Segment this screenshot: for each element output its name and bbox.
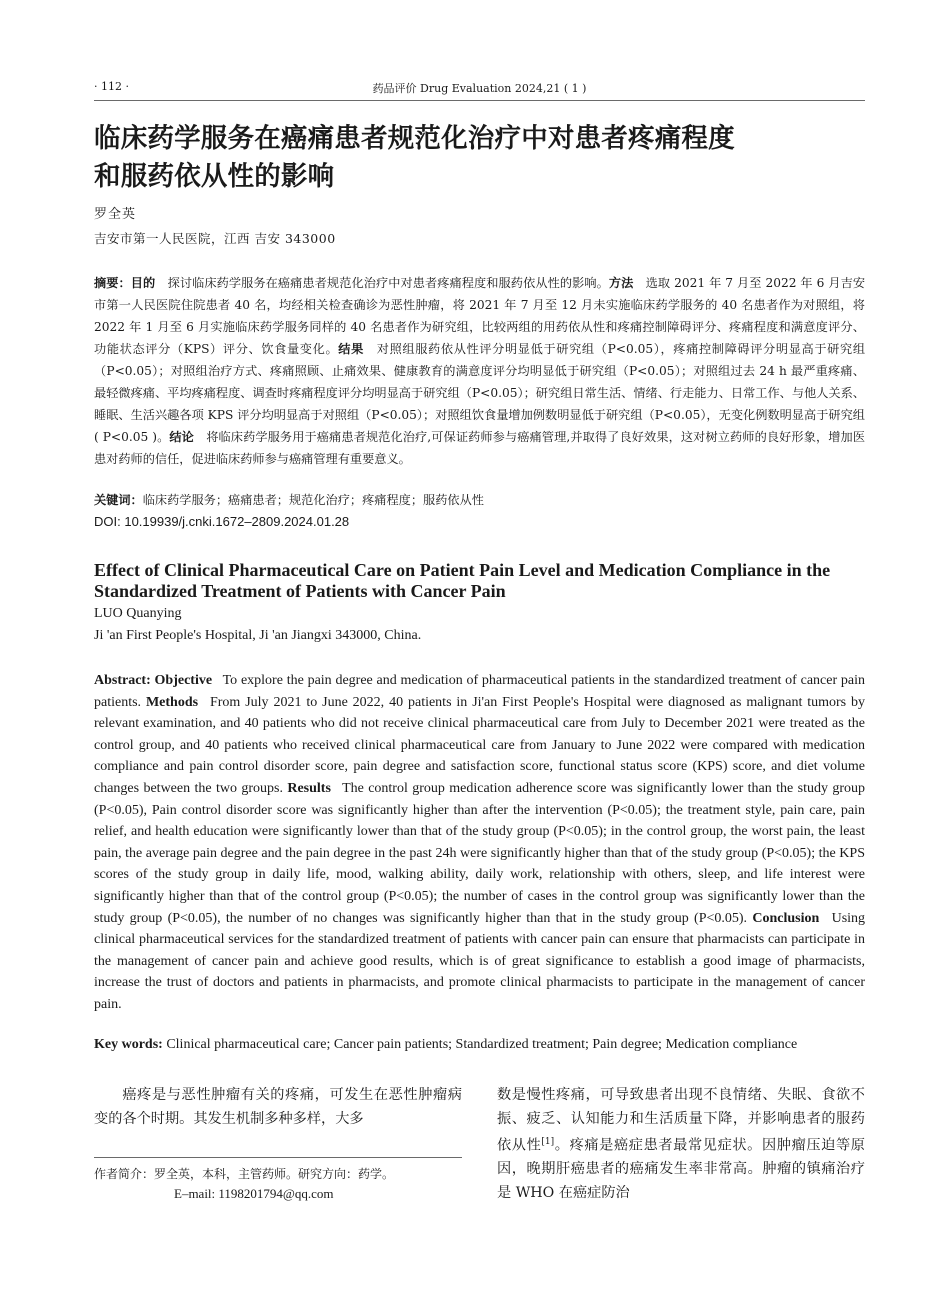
english-title: Effect of Clinical Pharmaceutical Care on Patient Pain Level and Medication Compliance in the Standardized Treatment of Patients with Cancer Pain: [94, 560, 831, 601]
chinese-affiliation: 吉安市第一人民医院，江西 吉安 343000: [94, 231, 336, 246]
english-keywords: [94, 1037, 865, 1053]
conclusion-label: 结论: [169, 430, 194, 444]
methods-text: 选取 2021 年 7 月至 2022 年 6 月吉安市第一人民医院住院患者 40 名，均经相关检查确诊为恶性肿瘤，将 2021 年 7 月至 12 月未实施临床药学服务的 40 名患者作为对照组，将 2022 年 1 月至 6 月实施临床药学服务同样的 40 名患者作为研究组，比较两组的用药依从性和疼痛控制障碍评分、疼痛程度和满意度评分、功能状态评分（KPS）评分、饮食量变化。: [94, 276, 866, 356]
keywords-text: 临床药学服务；癌痛患者；规范化治疗；疼痛程度；服药依从性: [142, 493, 484, 507]
results-text: 对照组服药依从性评分明显低于研究组（P<0.05），疼痛控制障碍评分明显高于研究组（P<0.05）；对照组治疗方式、疼痛照顾、止痛效果、健康教育的满意度评分均明显低于研究组（P<0.05）；对照组过去 24 h 最严重疼痛、最轻微疼痛、平均疼痛程度、调查时疼痛程度评分均明显高于研究组（P<0.05）；研究组日常生活、情绪、行走能力、日常工作、与他人关系、睡眠、生活兴趣各项 KPS 评分均明显高于对照组（P<0.05）；对照组饮食量增加例数明显低于研究组（P<0.05），无变化例数明显高于研究组( P<0.05 )。: [94, 342, 866, 444]
objective-text: 探讨临床药学服务在癌痛患者规范化治疗中对患者疼痛程度和服药依从性的影响。: [167, 276, 609, 290]
chinese-title: [94, 120, 865, 196]
chinese-author: 罗全英: [94, 207, 137, 222]
running-header: [94, 78, 865, 101]
journal-name: 药品评价 Drug Evaluation 2024,21 ( 1 ): [372, 82, 587, 95]
en-keywords-text: Clinical pharmaceutical care; Cancer pain patients; Standardized treatment; Pain degree; Medication compliance: [166, 1037, 798, 1052]
en-conclusion-text: Using clinical pharmaceutical services for the standardized treatment of patients with cancer pain can ensure that pharmacists can participate in the management of cancer pain and achieve good results, which is of great significance to establish a good image of pharmacists, increase the trust of doctors and patients in pharmacists, and promote clinical pharmacists to participate in the management of cancer pain.: [94, 910, 866, 1012]
en-keywords-label: Key words:: [94, 1037, 163, 1052]
body-paragraph: 癌疼是与恶性肿瘤有关的疼痛，可发生在恶性肿瘤病变的各个时期。其发生机制多种多样，大多: [94, 1087, 462, 1127]
methods-label: 方法: [608, 276, 634, 290]
conclusion-text: 将临床药学服务用于癌痛患者规范化治疗,可保证药师参与癌痛管理,并取得了良好效果，这对树立药师的良好形象，增加医患对药师的信任，促进临床药师参与癌痛管理有重要意义。: [94, 430, 866, 466]
doi: DOI: 10.19939/j.cnki.1672–2809.2024.01.28: [94, 514, 350, 529]
en-results-label: Results: [287, 780, 331, 796]
author-info: 作者简介：罗全英，本科，主管药师。研究方向：药学。: [94, 1167, 395, 1181]
en-methods-text: From July 2021 to June 2022, 40 patients in Ji'an First People's Hospital were diagnosed as malignant tumors by relevant examination, and 40 patients who did not receive clinical pharmaceutical care from July to December 2021 were treated as the control group, and 40 patients who received clinical pharmaceutical care from January to June 2022 were compared with medication compliance and pain control disorder score, pain degree and satisfaction score, functional status score (KPS) score, and diet volume changes between the two groups.: [94, 694, 866, 796]
body-right-column: [497, 1084, 865, 1205]
en-results-text: The control group medication adherence score was significantly lower than the study group (P<0.05), Pain control disorder score was significantly higher than after the intervention (P<0.05); the treatment style, pain care, pain relief, and health education were significantly lower than that of the study group (P<0.05); in the control group, the worst pain, the least pain, the average pain degree and the pain degree in the past 24h were significantly higher than that of the study group (P<0.05); the KPS scores of the study group in daily life, mood, walking ability, daily work, relationship with others, sleep, and life interest were significantly higher than that of the control group (P<0.05); the number of cases in the control group was significantly lower than the study group (P<0.05), the number of no changes was significantly higher than that in the study group (P<0.05).: [94, 780, 866, 926]
chinese-title-line: 和服药依从性的影响: [94, 161, 335, 192]
objective-label: 目的: [130, 276, 156, 290]
body-text-a: 数是慢性疼痛，可导致患者出现不良情绪、失眠、食欲不振、疲乏、认知能力和生活质量下降，并影响患者的服药依从性: [497, 1087, 865, 1154]
abstract-label: 摘要：: [94, 276, 131, 290]
en-abstract-label: Abstract: Objective: [94, 673, 213, 688]
en-conclusion-label: Conclusion: [752, 910, 820, 926]
reference-marker[interactable]: [1]: [541, 1137, 555, 1147]
en-objective-text: To explore the pain degree and medication of pharmaceutical patients in the standardized treatment of cancer pain patients.: [94, 673, 866, 710]
body-left-column: [94, 1084, 462, 1131]
chinese-abstract: [94, 272, 865, 470]
author-email: E–mail: 1198201794@qq.com: [174, 1186, 334, 1201]
results-label: 结果: [338, 342, 364, 356]
english-abstract: [94, 670, 865, 1016]
body-text-b: 。疼痛是癌症患者最常见症状。因肿瘤压迫等原因，晚期肝癌患者的癌痛发生率非常高。肿瘤的镇痛治疗是 WHO 在癌症防治: [497, 1137, 865, 1201]
english-affiliation: Ji 'an First People's Hospital, Ji 'an Jiangxi 343000, China.: [94, 628, 422, 643]
english-author: LUO Quanying: [94, 606, 182, 621]
chinese-keywords: [94, 491, 865, 508]
page-number: · 112 ·: [94, 80, 129, 93]
author-footnote: [94, 1157, 462, 1204]
keywords-label: 关键词：: [94, 493, 143, 507]
chinese-title-line: 临床药学服务在癌痛患者规范化治疗中对患者疼痛程度: [94, 123, 735, 154]
en-methods-label: Methods: [145, 694, 199, 710]
